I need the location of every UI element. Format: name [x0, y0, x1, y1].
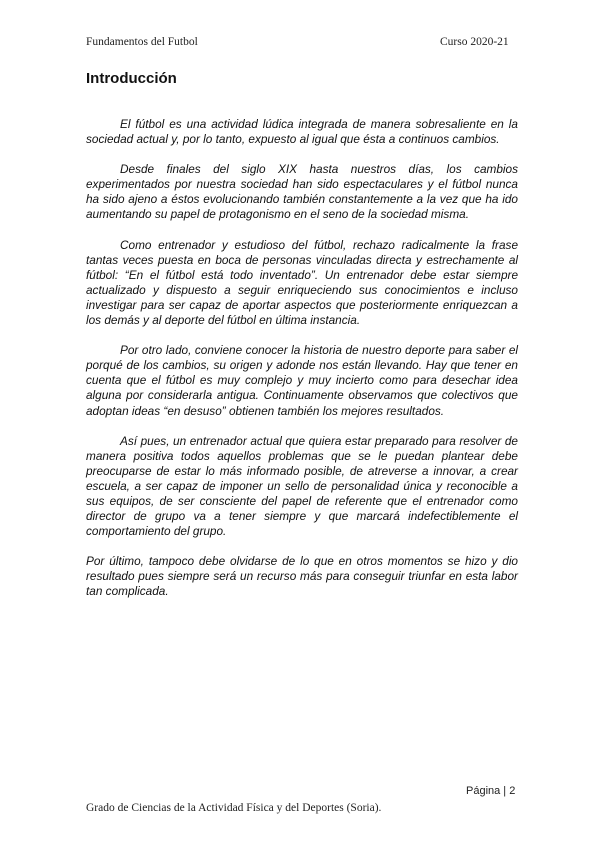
- header-academic-year: Curso 2020-21: [440, 36, 509, 48]
- page-number: Página | 2: [466, 785, 516, 797]
- paragraph-2: Desde finales del siglo XIX hasta nuestros días, los cambios experimentados por nuestra sociedad han sido espectaculares y el fútbol nunca ha sido ajeno a éstos evolucionando también constantemente a la vez que ha ido aumentando su papel de protagonismo en el seno de la sociedad misma.: [86, 162, 518, 222]
- paragraph-4: Por otro lado, conviene conocer la historia de nuestro deporte para saber el porqué de los cambios, su origen y adonde nos están llevando. Hay que tener en cuenta que el fútbol es muy complejo y muy incierto como para desechar idea alguna por considerarla antigua. Continuamente observamos que colectivos que adoptan ideas “en desuso” obtienen también los mejores resultados.: [86, 343, 518, 418]
- body-text: [86, 117, 518, 615]
- paragraph-3: Como entrenador y estudioso del fútbol, rechazo radicalmente la frase tantas veces puesta en boca de personas vinculadas directa y estrechamente al fútbol: “En el fútbol está todo inventado”. Un entrenador debe estar siempre actualizado y dispuesto a seguir enriqueciendo sus conocimientos e incluso investigar para ser capaz de aportar aspectos que posteriormente enriquezcan a los demás y al deporte del fútbol en última instancia.: [86, 237, 518, 328]
- paragraph-1: El fútbol es una actividad lúdica integrada de manera sobresaliente en la sociedad actual y, por lo tanto, expuesto al igual que ésta a continuos cambios.: [86, 117, 518, 147]
- section-title: Introducción: [86, 70, 177, 87]
- paragraph-6: Por último, tampoco debe olvidarse de lo que en otros momentos se hizo y dio resultado pues siempre será un recurso más para conseguir triunfar en esta labor tan complicada.: [86, 554, 518, 599]
- paragraph-5: Así pues, un entrenador actual que quiera estar preparado para resolver de manera positiva todos aquellos problemas que se le puedan plantear debe preocuparse de estar lo más informado posible, de atreverse a innovar, a crear escuela, a ser capaz de imponer un sello de personalidad única y reconocible a sus equipos, de ser consciente del papel de referente que el entrenador como director de grupo va a tener siempre y que marcará indefectiblemente el comportamiento del grupo.: [86, 433, 518, 539]
- footer-institution: Grado de Ciencias de la Actividad Física y del Deportes (Soria).: [86, 802, 382, 814]
- header-course-title: Fundamentos del Futbol: [86, 36, 198, 48]
